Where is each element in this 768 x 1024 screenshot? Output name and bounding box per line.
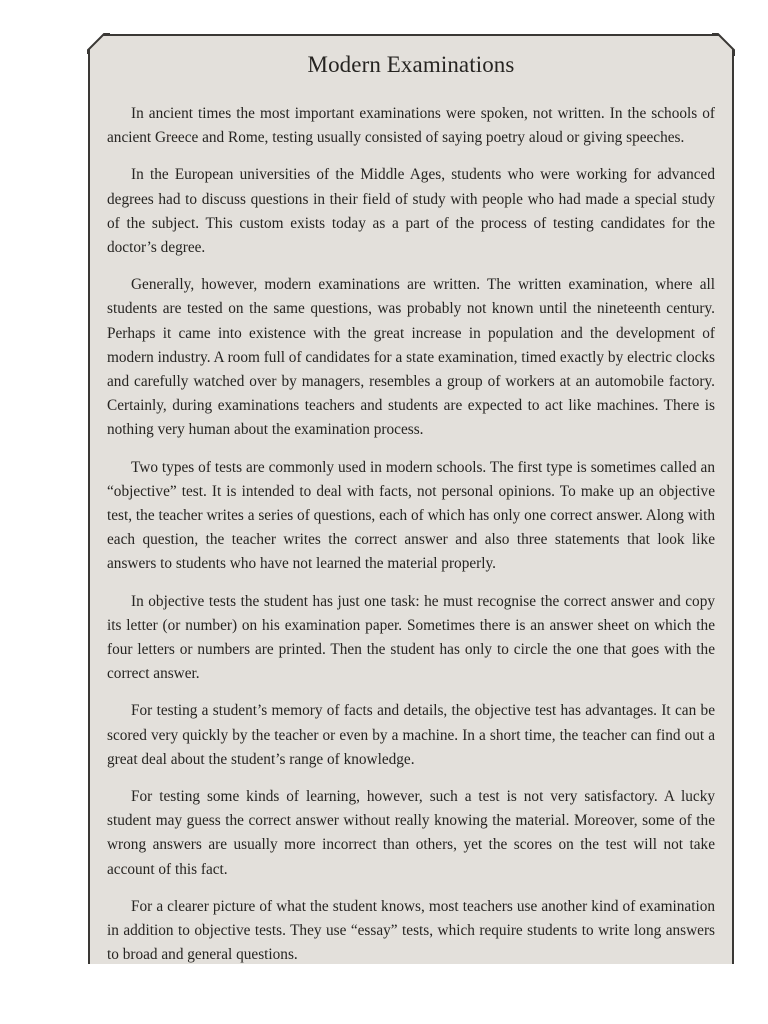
- paragraph-3: Generally, however, modern examinations are written. The written examination, where all students are tested on the same questions, was probably not known until the nineteenth century. Perhaps it came into existence with the great increase in population and the development of modern industry. A room full of candidates for a state examination, timed exactly by electric clocks and carefully watched over by managers, resembles a group of workers at an automobile factory. Certainly, during examinations teachers and students are expected to act like machines. There is nothing very human about the examination process.: [107, 276, 715, 439]
- paragraph-6: For testing a student’s memory of facts and details, the objective test has advantages. It can be scored very quickly by the teacher or even by a machine. In a short time, the teacher can find out a great deal about the student’s range of knowledge.: [107, 702, 715, 768]
- paragraph-4: Two types of tests are commonly used in modern schools. The first type is sometimes called an “objective” test. It is intended to deal with facts, not personal opinions. To make up an objective test, the teacher writes a series of questions, each of which has only one correct answer. Along with each question, the teacher writes the correct answer and also three statements that look like answers to students who have not learned the material properly.: [107, 458, 715, 573]
- paragraph-1: In ancient times the most important examinations were spoken, not written. In the schools of ancient Greece and Rome, testing usually consisted of saying poetry aloud or giving speeches.: [107, 105, 715, 147]
- article-title: Modern Examinations: [307, 52, 515, 77]
- paragraph-5: In objective tests the student has just one task: he must recognise the correct answer and copy its letter (or number) on his examination paper. Sometimes there is an answer sheet on which the four letters or numbers are printed. Then the student has only to circle the one that goes with the correct answer.: [107, 592, 715, 683]
- paragraph-8: For a clearer picture of what the student knows, most teachers use another kind of examination in addition to objective tests. They use “essay” tests, which require students to write long answers to broad and general questions.: [107, 897, 715, 964]
- paragraph-2: In the European universities of the Middle Ages, students who were working for advanced degrees had to discuss questions in their field of study with people who had made a special study of the subject. This custom exists today as a part of the process of testing candidates for the doctor’s degree.: [107, 166, 715, 257]
- paragraph-7: For testing some kinds of learning, however, such a test is not very satisfactory. A lucky student may guess the correct answer without really knowing the material. Moreover, some of the wrong answers are usually more incorrect than others, yet the scores on the test will not take account of this fact.: [107, 788, 715, 878]
- panel-corner-right: [712, 32, 736, 56]
- article: [107, 50, 715, 981]
